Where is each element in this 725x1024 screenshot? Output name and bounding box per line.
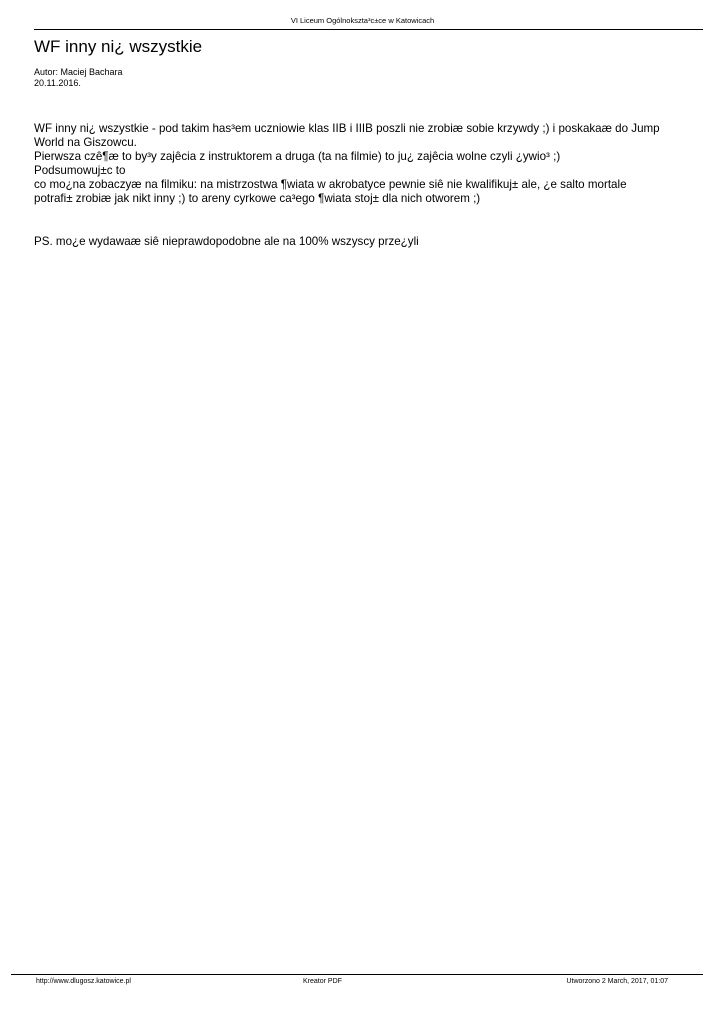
header-site-title: VI Liceum Ogólnokszta³c±ce w Katowicach — [290, 16, 435, 25]
header-divider — [34, 29, 703, 30]
article-body — [34, 122, 703, 206]
body-line: Pierwsza czê¶æ to by³y zajêcia z instruktorem a druga (ta na filmie) to ju¿ zajêcia wolne czyli ¿ywio³ ;) — [34, 150, 561, 163]
article-author: Autor: Maciej Bachara — [34, 67, 123, 77]
body-line: WF inny ni¿ wszystkie - pod takim has³em uczniowie klas IIB i IIIB poszli nie zrobiæ sobie krzywdy ;) i poskakaæ do Jump — [34, 122, 660, 135]
article-postscript: PS. mo¿e wydawaæ siê nieprawdopodobne ale na 100% wszyscy prze¿yli — [34, 235, 419, 248]
footer-creator: Kreator PDF — [303, 978, 342, 985]
article-title: WF inny ni¿ wszystkie — [34, 37, 203, 56]
body-line: potrafi± zrobiæ jak nikt inny ;) to areny cyrkowe ca³ego ¶wiata stoj± dla nich otworem ;) — [34, 192, 481, 205]
article-date: 20.11.2016. — [34, 78, 81, 88]
body-line: Podsumowuj±c to — [34, 164, 126, 177]
body-line: co mo¿na zobaczyæ na filmiku: na mistrzostwa ¶wiata w akrobatyce pewnie siê nie kwalifikuj± ale, ¿e salto mortale — [34, 178, 627, 191]
footer-created-date: Utworzono 2 March, 2017, 01:07 — [566, 978, 668, 985]
footer-divider — [11, 974, 703, 975]
footer-url-link[interactable]: http://www.dlugosz.katowice.pl — [36, 978, 131, 985]
body-line: World na Giszowcu. — [34, 136, 137, 149]
